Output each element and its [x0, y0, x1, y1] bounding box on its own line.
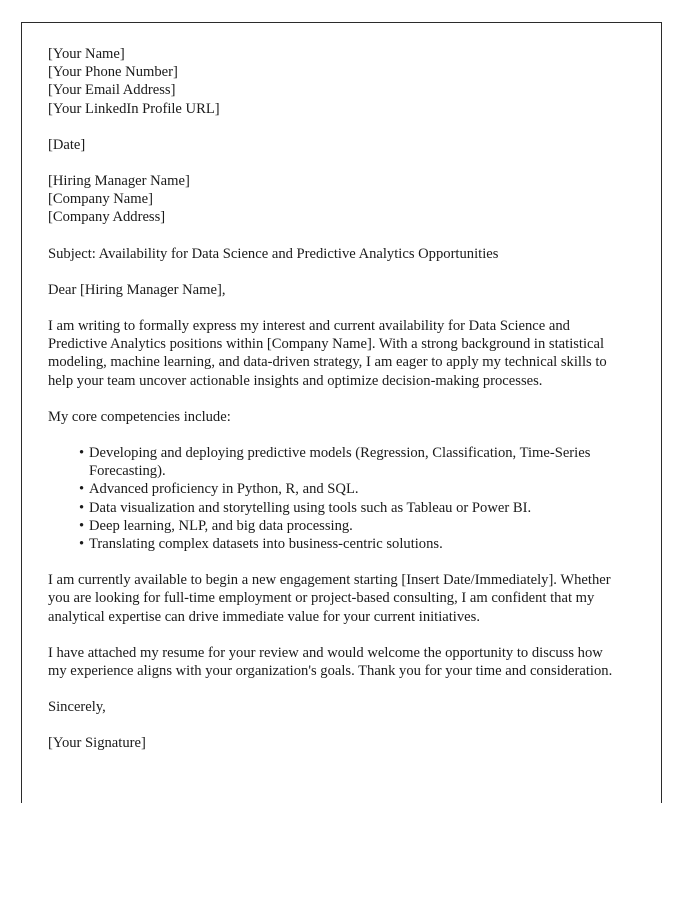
list-item-text: Developing and deploying predictive models (Regression, Classification, Time-Series Forecasting). [89, 445, 591, 480]
date-block [48, 136, 624, 154]
sender-linkedin-url: [Your LinkedIn Profile URL] [48, 100, 220, 117]
recipient-company-address: [Company Address] [48, 209, 166, 226]
letter-content [48, 45, 624, 771]
list-item-text: Data visualization and storytelling using tools such as Tableau or Power BI. [89, 499, 532, 516]
paragraph-introduction: I am writing to formally express my interest and current availability for Data Science and Predictive Analytics positions within [Company Name]. With a strong background in statistical modeling, machine learning, and data-driven strategy, I am eager to apply my technical skills to help your team uncover actionable insights and optimize decision-making processes. [48, 318, 607, 389]
list-item [48, 499, 624, 517]
list-item [48, 535, 624, 553]
sender-contact-block [48, 45, 624, 118]
paragraph-closing: I have attached my resume for your review and would welcome the opportunity to discuss how my experience aligns with your organization's goals. Thank you for your time and consideration. [48, 644, 613, 680]
list-item [48, 517, 624, 535]
sender-name: [Your Name] [48, 46, 125, 62]
signature-line: [Your Signature] [48, 735, 146, 752]
bullet-icon: • [79, 499, 85, 516]
list-item [48, 444, 624, 480]
date-line: [Date] [48, 136, 86, 153]
recipient-hiring-manager: [Hiring Manager Name] [48, 173, 190, 190]
paragraph-availability: I am currently available to begin a new engagement starting [Insert Date/Immediately]. Whether you are looking for full-time employment or project-based consulting, I am confident that my analytical expertise can drive immediate value for your current initiatives. [48, 572, 611, 625]
list-item-text: Deep learning, NLP, and big data processing. [89, 517, 353, 534]
recipient-company-name: [Company Name] [48, 191, 153, 208]
bullet-icon: • [79, 536, 85, 553]
list-item-text: Advanced proficiency in Python, R, and SQL. [89, 481, 359, 498]
competencies-heading: My core competencies include: [48, 408, 231, 425]
sender-email: [Your Email Address] [48, 82, 176, 99]
salutation: Dear [Hiring Manager Name], [48, 281, 226, 298]
list-item-text: Translating complex datasets into business-centric solutions. [89, 536, 443, 553]
bullet-icon: • [79, 517, 85, 534]
document-page [21, 22, 662, 803]
recipient-address-block [48, 172, 624, 227]
bullet-icon: • [79, 445, 85, 462]
list-item [48, 480, 624, 498]
subject-line: Subject: Availability for Data Science and Predictive Analytics Opportunities [48, 245, 499, 262]
competencies-list [48, 444, 624, 553]
sender-phone: [Your Phone Number] [48, 64, 178, 81]
sign-off: Sincerely, [48, 699, 106, 716]
bullet-icon: • [79, 481, 85, 498]
